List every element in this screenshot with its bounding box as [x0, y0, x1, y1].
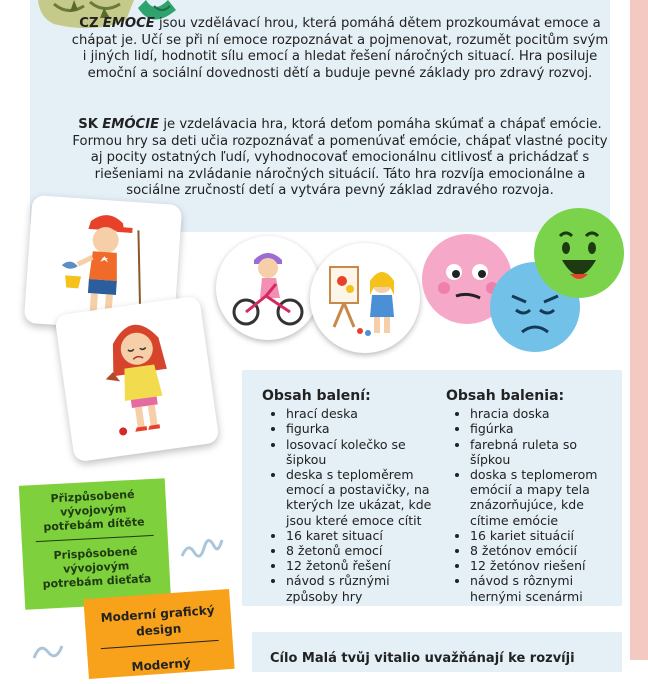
list-item: • figúrka — [470, 421, 616, 436]
emotion-token-bike — [216, 236, 320, 340]
list-item: • 16 karet situací — [286, 528, 442, 543]
list-item: • 8 žetónov emócií — [470, 543, 616, 558]
emotion-face-happy — [534, 208, 624, 298]
developmental-needs-badge — [19, 478, 171, 609]
intro-sk-lead: SK — [78, 117, 98, 132]
list-item: • návod s rôznymi hernými scenármi — [470, 573, 616, 603]
contents-list-cz — [262, 406, 442, 604]
list-item: • hrací deska — [286, 406, 442, 421]
package-contents-sk — [446, 389, 616, 604]
intro-cz-body: jsou vzdělávací hrou, která pomáhá dětem prozkoumávat emoce a chápat je. Učí se při ní emoce rozpoznávat a pojmenovat, rozumět pocitům svým i jiných lidí, hodnotit sílu emocí a hledat řešení náročných situací. Hra posiluje emoční a sociální dovednosti dětí a buduje pevné základy pro zdravý rozvoj. — [71, 16, 609, 81]
list-item: • doska s teplomerom emócií a mapy tela znázorňujúce, kde cítime emócie — [470, 467, 616, 528]
intro-text-cz — [70, 16, 610, 82]
crying-girl-illustration — [87, 309, 194, 446]
modern-design-badge — [83, 589, 234, 679]
list-item: • hracia doska — [470, 406, 616, 421]
squiggle-decoration — [30, 636, 70, 660]
girl-on-bike-illustration — [230, 246, 306, 330]
bottom-text: Cílo Malá tvůj vitalio uvažňánají ke rozvíji — [270, 651, 575, 666]
list-item: • 8 žetonů emocí — [286, 543, 442, 558]
situation-card-girl — [54, 296, 219, 463]
intro-cz-title: EMOCE — [102, 16, 155, 31]
happy-face-icon — [534, 208, 624, 298]
girl-painting-illustration — [324, 257, 408, 341]
intro-cz-lead: CZ — [79, 16, 99, 31]
emotion-token-painting — [310, 243, 420, 353]
contents-heading-cz: Obsah balení: — [262, 388, 371, 404]
badge-dev-cz: Přizpůsobené vývojovým potřebám dítěte — [43, 487, 145, 534]
badge-design-cz: Moderní grafický design — [100, 603, 216, 639]
list-item: • 16 kariet situácií — [470, 528, 616, 543]
intro-sk-body: je vzdelávacia hra, ktorá deťom pomáha skúmať a chápať emócie. Formou hry sa deti učia rozpoznávať a pomenúvať emócie, chápať vlastné pocity aj pocity ostatných ľudí, vyhodnocovať emocionálnu citlivosť a prichádzať s riešeniami na zvládanie náročných situácií. Táto hra rozvíja emocionálne a sociálne zručností detí a vytvára pevný základ zdravého rozvoja. — [72, 117, 608, 199]
intro-text-sk — [70, 117, 610, 200]
side-stripe — [630, 0, 648, 660]
badge-dev-sk: Prispôsobené vývojovým potrebám dieťaťa — [42, 544, 152, 591]
list-item: • návod s různými způsoby hry — [286, 573, 442, 603]
list-item: • 12 žetonů řešení — [286, 558, 442, 573]
contents-list-sk — [446, 406, 616, 604]
list-item: • deska s teploměrem emocí a postavičky, na kterých lze ukázat, kde jsou které emoce cítit — [286, 467, 442, 528]
squiggle-decoration — [180, 534, 224, 560]
list-item: • farebná ruleta so šípkou — [470, 437, 616, 467]
list-item: • losovací kolečko se šipkou — [286, 437, 442, 467]
intro-sk-title: EMÓCIE — [102, 117, 160, 132]
contents-heading-sk: Obsah balenia: — [446, 388, 565, 404]
list-item: • figurka — [286, 421, 442, 436]
list-item: • 12 žetónov riešení — [470, 558, 616, 573]
badge-design-sk: Moderný — [131, 655, 192, 674]
package-contents-cz — [262, 389, 442, 604]
